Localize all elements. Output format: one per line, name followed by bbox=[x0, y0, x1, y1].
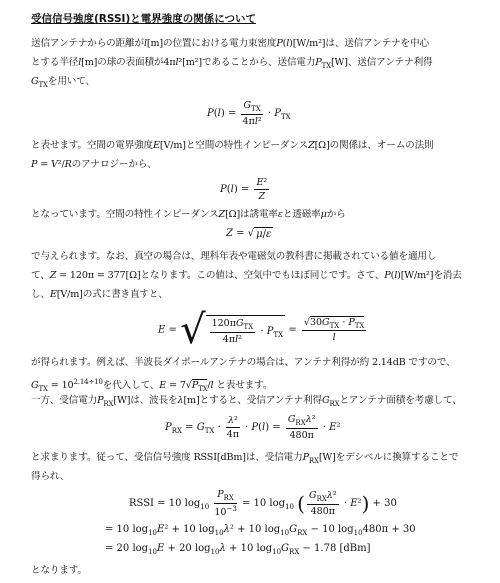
paragraph-5-line-1: が得られます。例えば、半波長ダイポールアンテナの場合は、アンテナ利得が約 2.14dB ですので、 bbox=[31, 357, 456, 368]
equation-1: P(l) = $\frac{G_{TX}}{\text{4πl²}}$ · $P_{TX}$ bbox=[207, 100, 291, 127]
paragraph-7-line-2: 得られ、 bbox=[31, 471, 70, 482]
equation-2: P(l) = $\frac{\text{E²}}{Z}$ bbox=[220, 177, 268, 202]
paragraph-6-line-1: 一方、受信電力$P_{RX}[W]$は、波長をλ[m]とすると、受信アンテナ利得$G_{RX}$とアンテナ面積を考慮して、 bbox=[31, 395, 462, 408]
page-title: 受信信号強度(RSSI)と電界強度の関係について bbox=[31, 13, 257, 25]
equation-8: = 20 $\log_{10}E + 20$ $\log_{10}\lambda + 10$ $\log_{10}G_{RX} - 1.78$ [dBm] bbox=[105, 543, 371, 556]
text: 送信アンテナからの距離が bbox=[31, 38, 144, 49]
equation-4: E = √ $\frac{120\pi G_{TX}}{\text{4πl²}}$ · $P_{TX}$ = $\frac{√30G_{TX} \cdot P_{TX}}{l}$ bbox=[158, 307, 365, 353]
paragraph-4-line-2: て、Z = 120π = 377[Ω]となります。この値は、空気中でもほぼ同じです。さて、P(l)[W/m²]を消去 bbox=[31, 270, 462, 281]
equation-5: $P_{RX} = G_{TX}$ · $\frac{\text{λ²}}{4\pi}$ · P(l) = $\frac{G_{RX}\lambda^2}{480\pi}$ · E² bbox=[165, 414, 341, 441]
equation-6: RSSI = 10 $\log_{10}$ $\frac{P_{RX}}{10^{-3}}$ = 10 $\log_{10}$ ( $\frac{G_{RX}\lambda^2}{480\pi}$ · E²) + 30 bbox=[129, 489, 397, 519]
paragraph-1-line-3: $G_{TX}$を用いて、 bbox=[31, 76, 95, 89]
paragraph-1-line-2: とする半径l[m]の球の表面積が4πl²[m²]であることから、送信電力$P_{TX}[W]$、送信アンテナ利得 bbox=[31, 57, 433, 70]
equation-3: Z = √ μ/ε bbox=[226, 228, 272, 240]
paragraph-5-line-2: $G_{TX} = 10^{2.14\div 10}$を代入して、$E = 7√P_{TX}/l$ と表せます。 bbox=[31, 378, 273, 394]
paragraph-4-line-3: し、E[V/m]の式に書き直すと、 bbox=[31, 289, 168, 300]
paragraph-7-line-1: と求まります。従って、受信信号強度 RSSI[dBm]は、受信電力$P_{RX}[W]$をデシベルに換算することで bbox=[31, 452, 459, 465]
paragraph-3-line-1: となっています。空間の特性インピーダンスZ[Ω]は誘電率εと透磁率μから bbox=[31, 209, 346, 220]
paragraph-4-line-1: で与えられます。なお、真空の場合は、理科年表や電磁気の教科書に掲載されている値を適用し bbox=[31, 251, 437, 262]
paragraph-2-line-1: と表せます。空間の電界強度E[V/m]と空間の特性インピーダンスZ[Ω]の関係は、オームの法則 bbox=[31, 140, 434, 151]
paragraph-8-line-1: となります。 bbox=[31, 565, 87, 576]
paragraph-1-line-1: 送信アンテナからの距離がl[m]の位置における電力束密度P(l)[W/m²]は、送信アンテナを中心 bbox=[31, 38, 429, 49]
equation-7: = 10 $\log_{10}E^2 + 10$ $\log_{10}\lambda^2 + 10$ $\log_{10}G_{RX} - 10$ $\log_{10}480\pi + 30$ bbox=[105, 524, 416, 537]
paragraph-2-line-2: P = V²/Rのアナロジーから、 bbox=[31, 159, 157, 170]
